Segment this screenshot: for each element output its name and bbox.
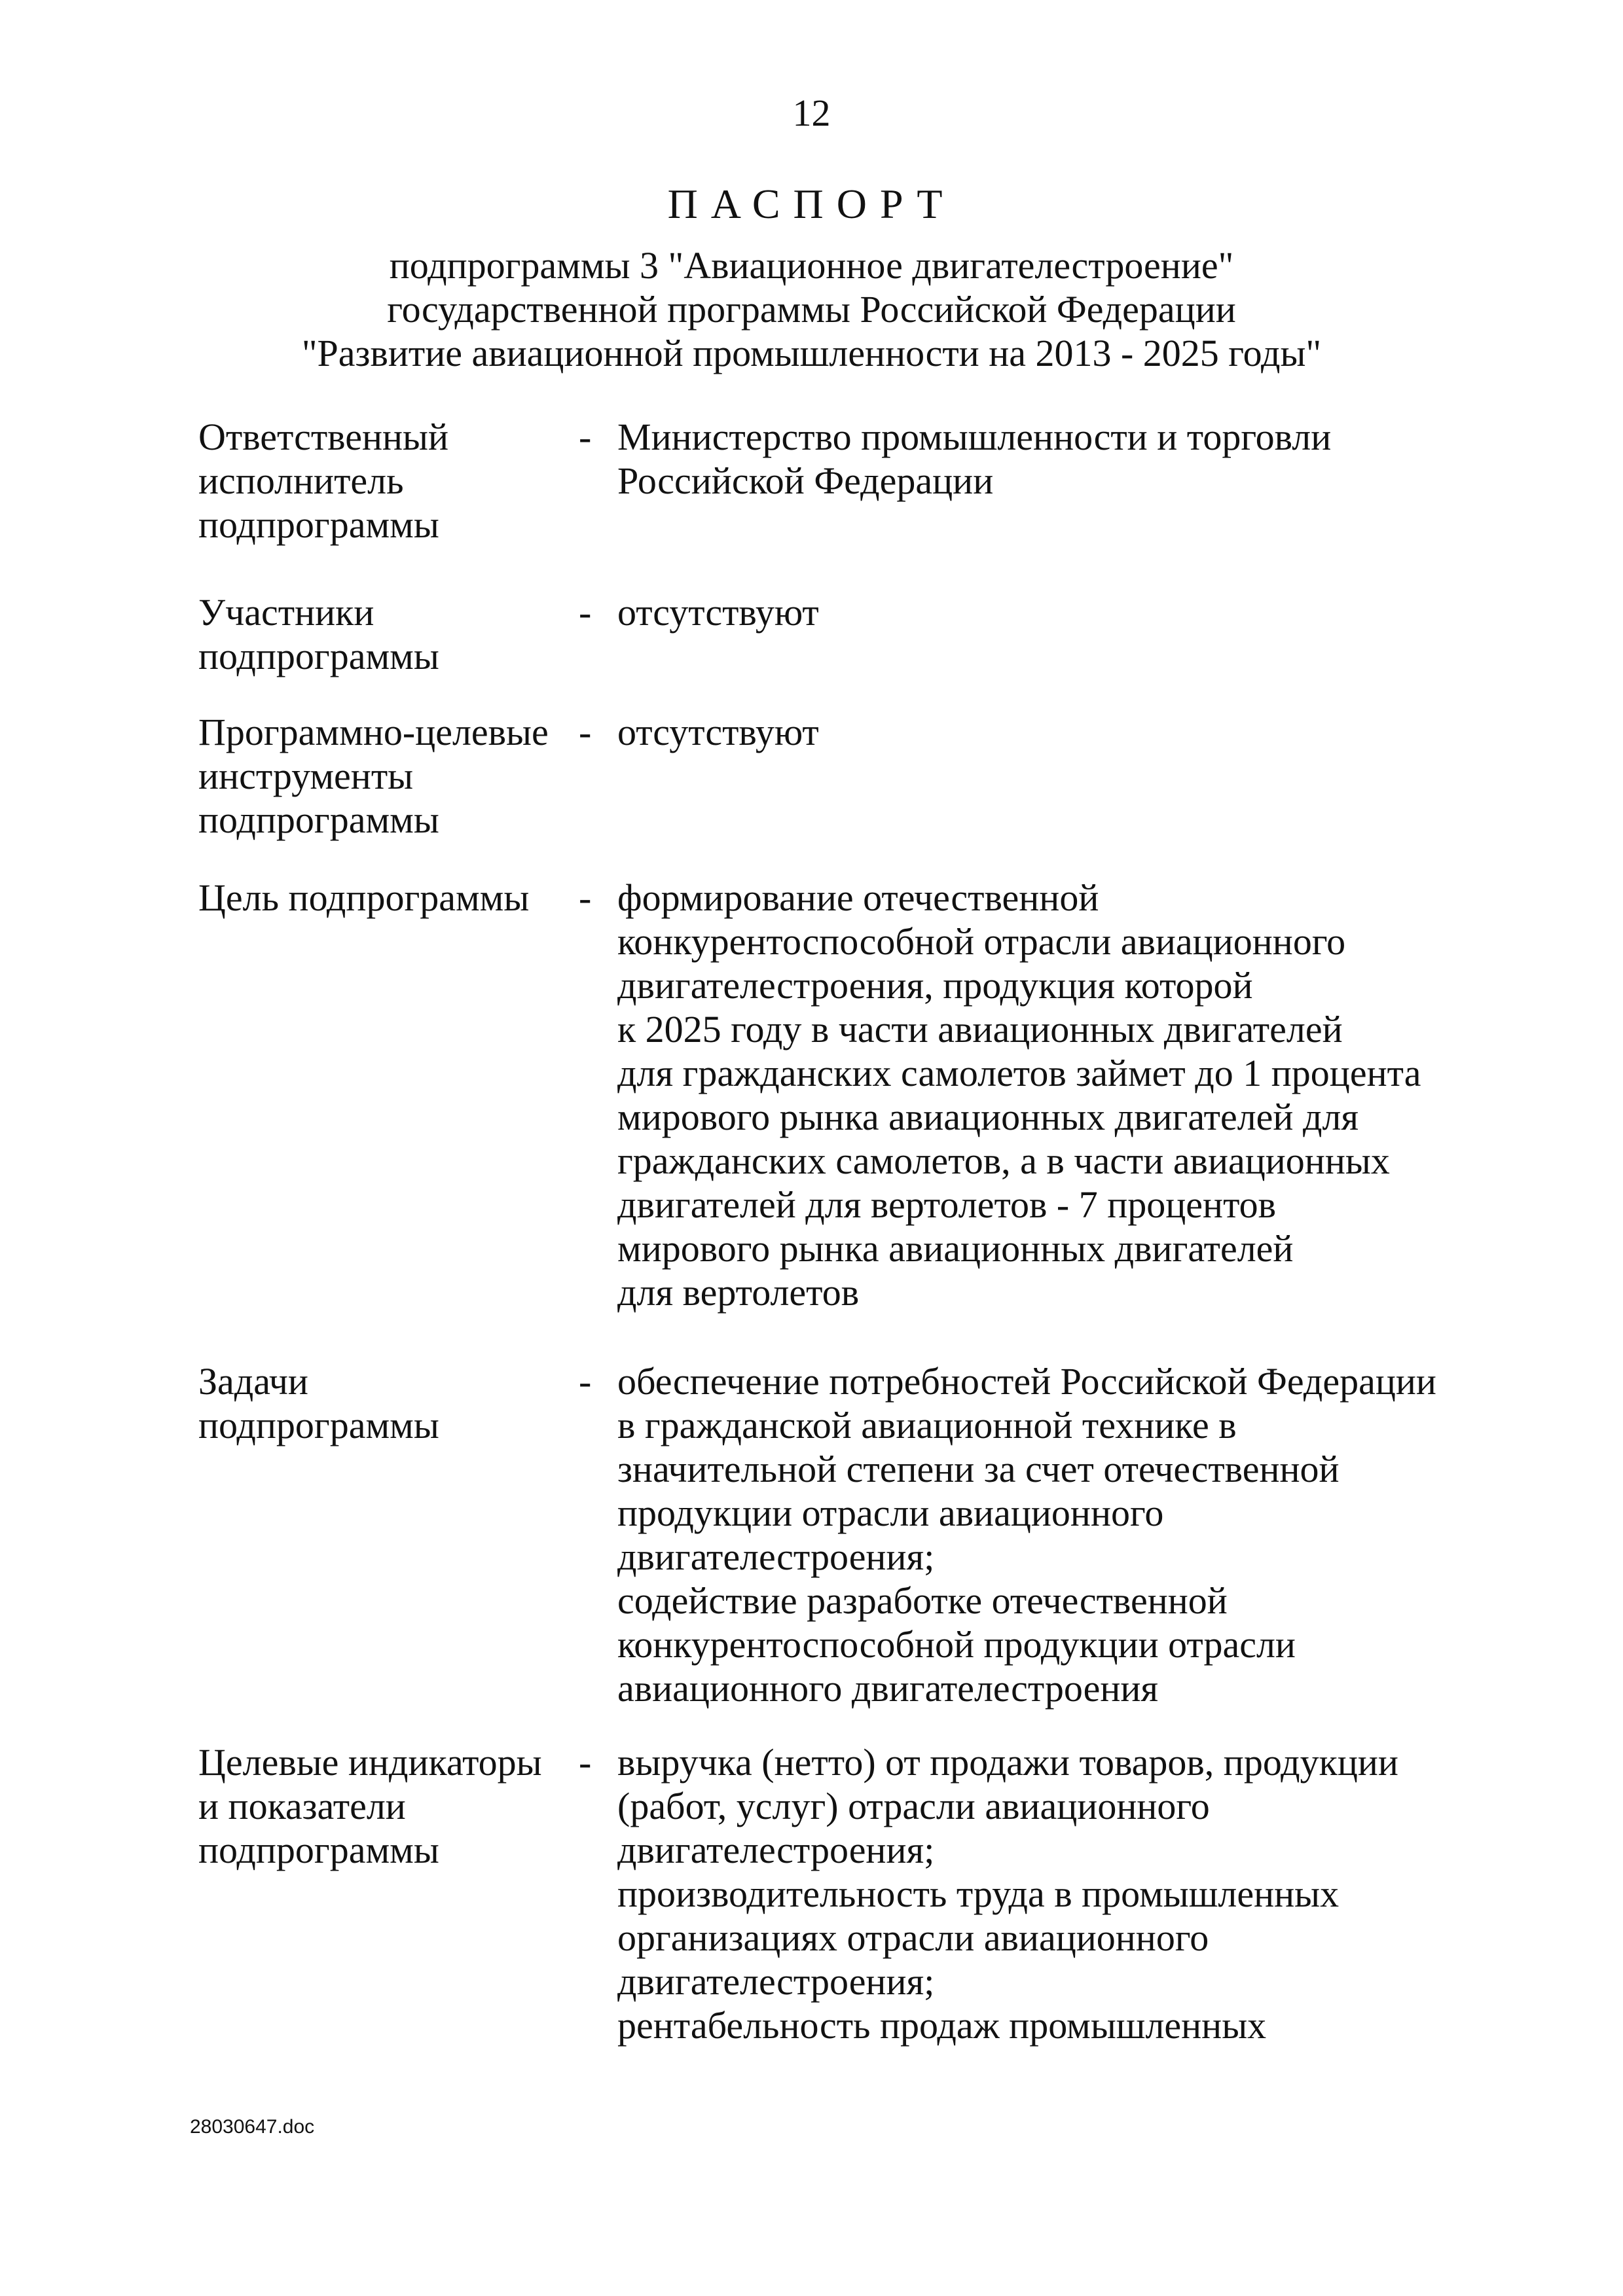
row-value <box>617 876 1521 1314</box>
value-line: авиационного двигателестроения <box>617 1667 1159 1710</box>
label-line: подпрограммы <box>198 1829 439 1871</box>
page-number: 12 <box>792 92 831 134</box>
label-line: подпрограммы <box>198 503 439 546</box>
value-line: в гражданской авиационной технике в <box>617 1404 1237 1446</box>
row-label <box>198 876 572 920</box>
value-line: конкурентоспособной продукции отрасли <box>617 1623 1296 1666</box>
row-separator: - <box>579 416 592 458</box>
value-line: мирового рынка авиационных двигателей <box>617 1227 1294 1270</box>
value-line: продукции отрасли авиационного <box>617 1492 1164 1534</box>
label-line: Задачи <box>198 1360 308 1403</box>
document-subtitle <box>0 243 1623 375</box>
value-line: двигателей для вертолетов - 7 процентов <box>617 1183 1277 1226</box>
row-separator: - <box>579 1360 592 1403</box>
value-line: формирование отечественной <box>617 876 1099 919</box>
label-line: Ответственный <box>198 416 449 458</box>
value-line: выручка (нетто) от продажи товаров, продукции <box>617 1741 1398 1784</box>
value-line: двигателестроения; <box>617 1535 935 1578</box>
row-separator: - <box>579 591 592 634</box>
row-label <box>198 1740 572 1872</box>
label-line: подпрограммы <box>198 1404 439 1446</box>
label-line: исполнитель <box>198 459 404 502</box>
row-separator: - <box>579 876 592 919</box>
value-line: отсутствуют <box>617 591 819 634</box>
value-line: мирового рынка авиационных двигателей для <box>617 1096 1359 1138</box>
row-value <box>617 590 1521 634</box>
value-line: (работ, услуг) отрасли авиационного <box>617 1785 1210 1827</box>
value-line: отсутствуют <box>617 711 819 753</box>
label-line: Цель подпрограммы <box>198 876 530 919</box>
value-line: Российской Федерации <box>617 459 994 502</box>
row-separator: - <box>579 711 592 753</box>
label-line: подпрограммы <box>198 635 439 677</box>
value-line: Министерство промышленности и торговли <box>617 416 1332 458</box>
row-label <box>198 415 572 547</box>
row-value <box>617 1740 1521 2047</box>
label-line: подпрограммы <box>198 798 439 841</box>
row-label <box>198 710 572 842</box>
label-line: и показатели <box>198 1785 406 1827</box>
document-title: ПАСПОРТ <box>667 181 956 227</box>
value-line: производительность труда в промышленных <box>617 1873 1340 1915</box>
value-line: содействие разработке отечественной <box>617 1579 1228 1622</box>
value-line: двигателестроения; <box>617 1960 935 2003</box>
value-line: к 2025 году в части авиационных двигателей <box>617 1008 1343 1050</box>
value-line: для гражданских самолетов займет до 1 процента <box>617 1052 1421 1094</box>
label-line: Программно-целевые <box>198 711 549 753</box>
label-line: Участники <box>198 591 374 634</box>
row-value <box>617 710 1521 754</box>
row-separator: - <box>579 1741 592 1784</box>
value-line: рентабельность продаж промышленных <box>617 2004 1267 2047</box>
row-label <box>198 590 572 678</box>
subtitle-line: подпрограммы 3 "Авиационное двигателестроение" <box>389 244 1234 287</box>
value-line: организациях отрасли авиационного <box>617 1916 1209 1959</box>
row-value <box>617 1359 1521 1710</box>
label-line: инструменты <box>198 755 414 797</box>
label-line: Целевые индикаторы <box>198 1741 542 1784</box>
subtitle-line: государственной программы Российской Федерации <box>387 288 1236 331</box>
row-value <box>617 415 1521 503</box>
value-line: конкурентоспособной отрасли авиационного <box>617 920 1346 963</box>
value-line: двигателестроения, продукция которой <box>617 964 1253 1007</box>
value-line: значительной степени за счет отечественной <box>617 1448 1340 1490</box>
subtitle-line: "Развитие авиационной промышленности на 2013 - 2025 годы" <box>301 332 1322 374</box>
value-line: для вертолетов <box>617 1271 860 1314</box>
document-file-id: 28030647.doc <box>190 2116 315 2138</box>
value-line: гражданских самолетов, а в части авиационных <box>617 1139 1390 1182</box>
value-line: двигателестроения; <box>617 1829 935 1871</box>
value-line: обеспечение потребностей Российской Федерации <box>617 1360 1436 1403</box>
row-label <box>198 1359 572 1447</box>
